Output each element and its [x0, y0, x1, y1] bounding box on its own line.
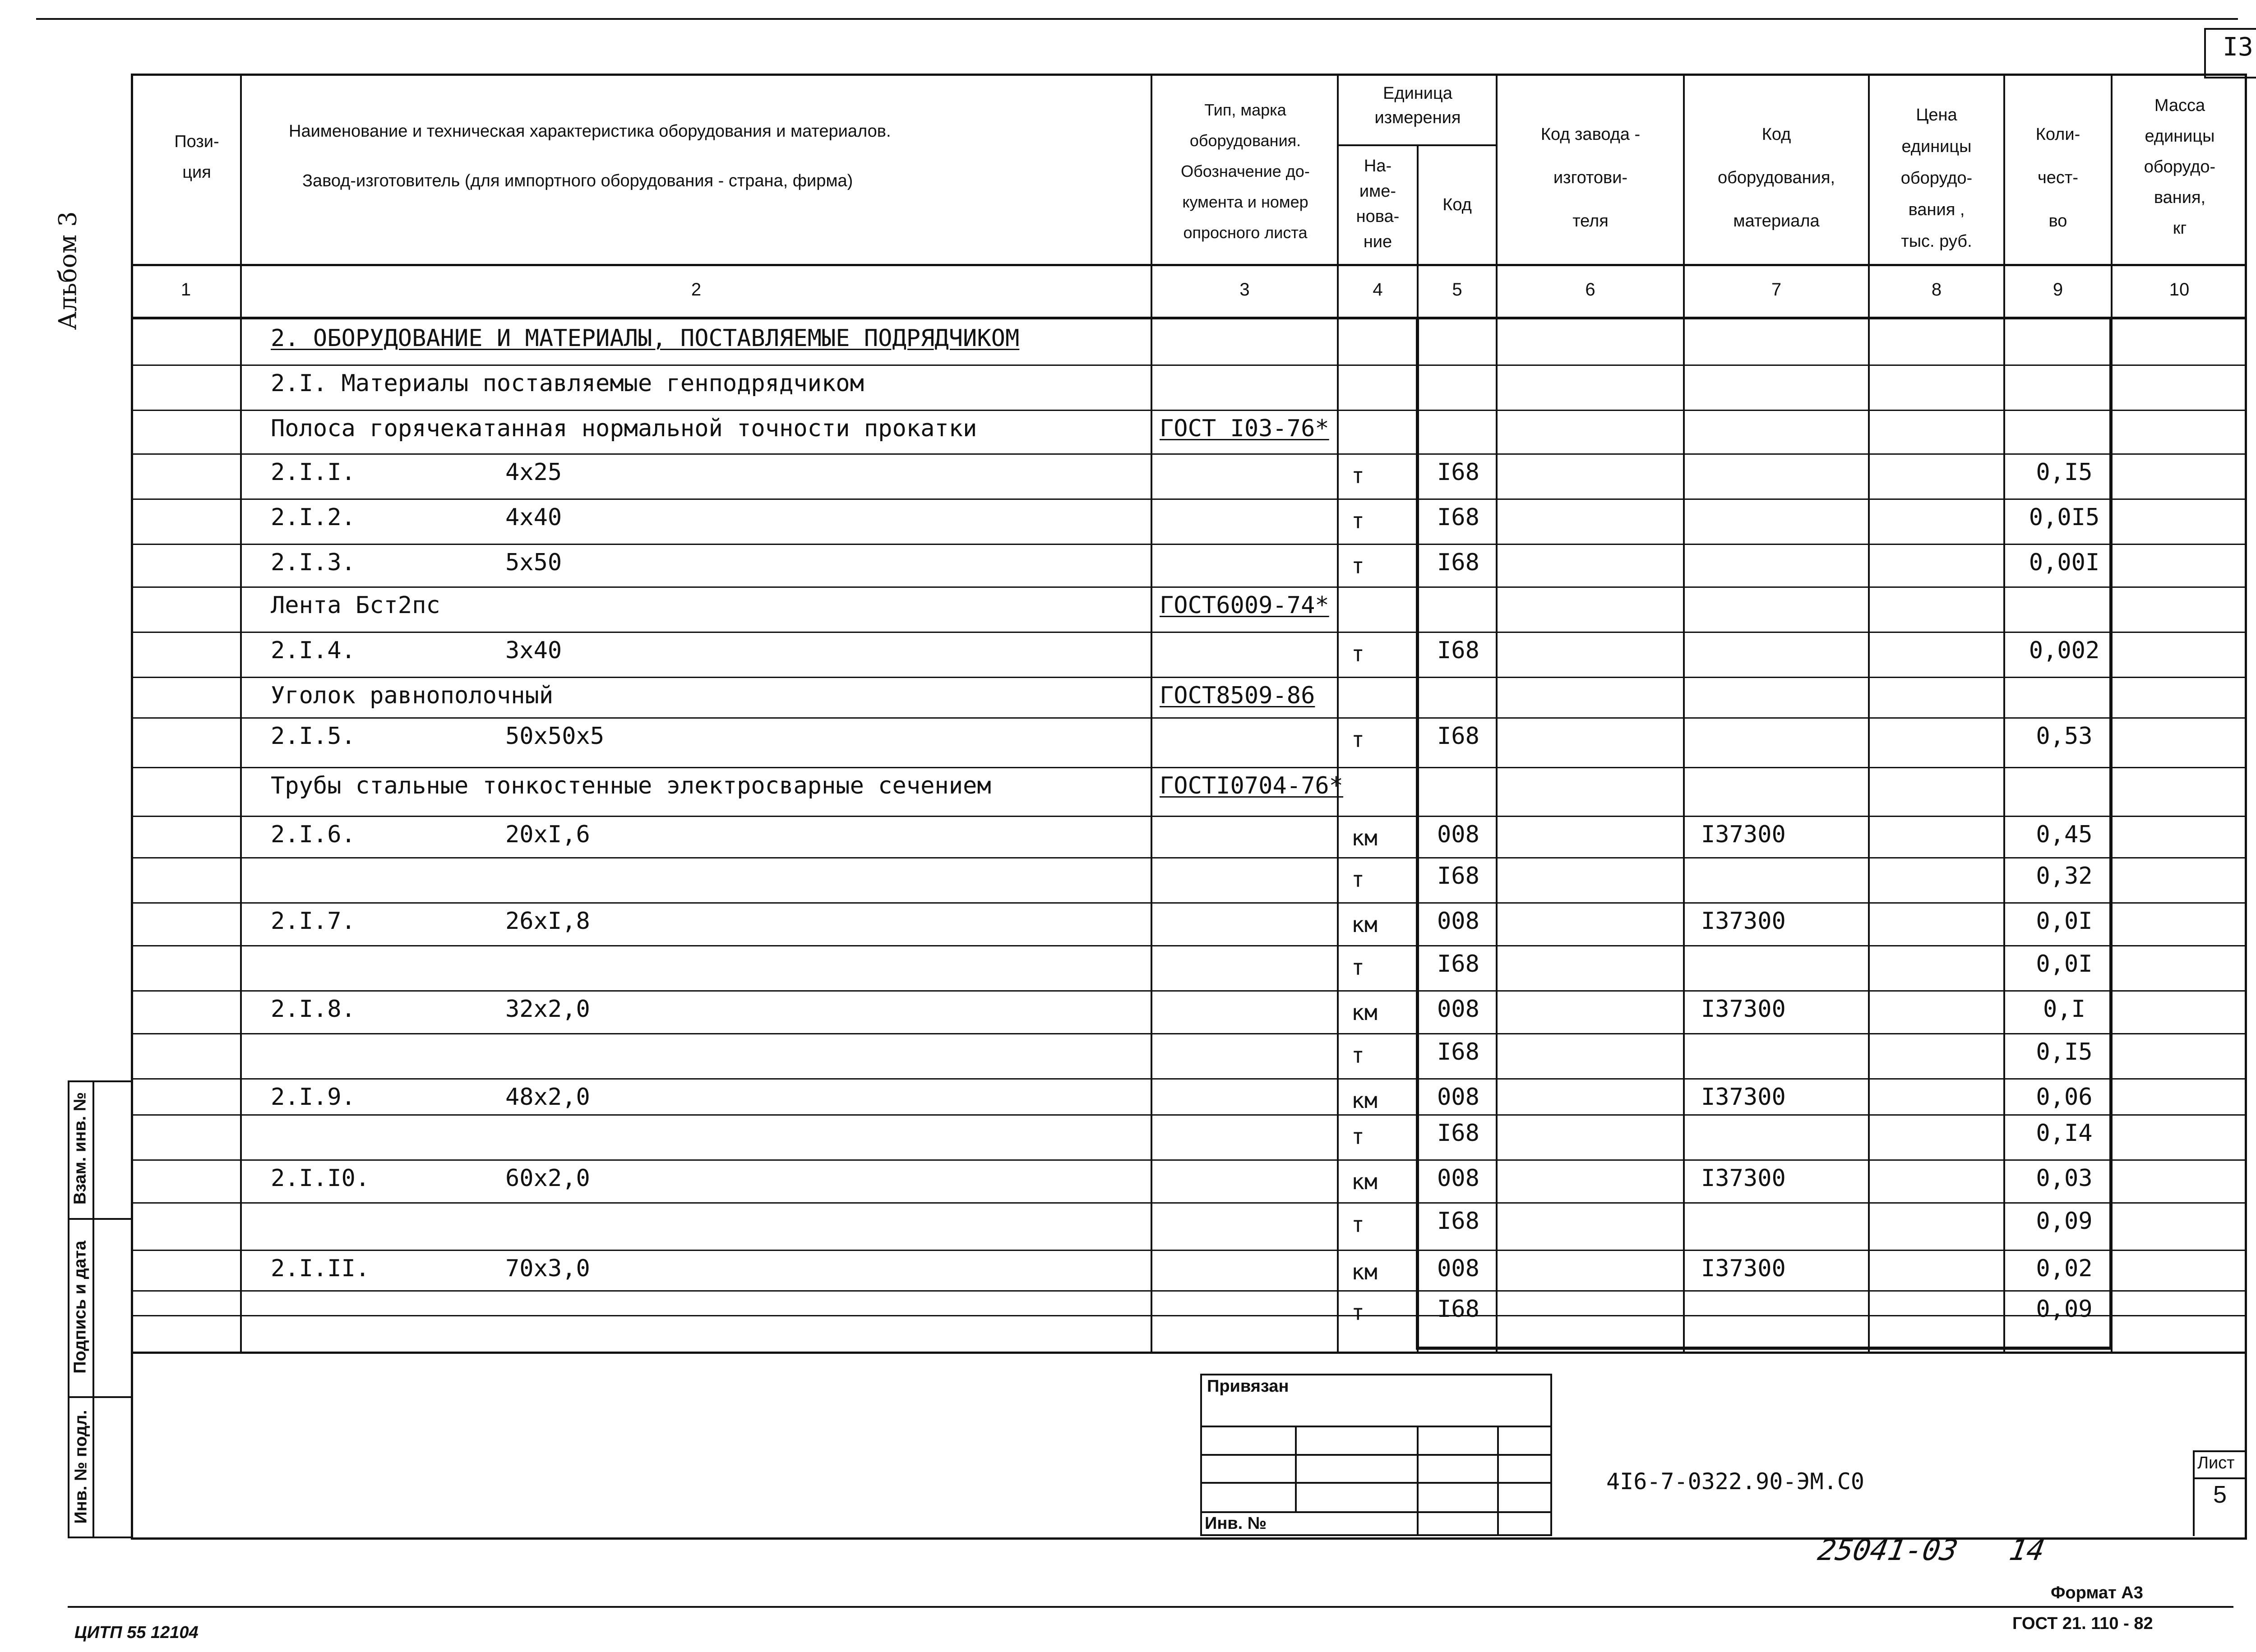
- hdr-c3-line: оборудования.: [1189, 131, 1301, 150]
- cell-code: I68: [1437, 1120, 1479, 1147]
- side-strip-divider: [92, 1080, 94, 1538]
- row-line: [131, 1033, 2247, 1034]
- list-box-split: [2193, 1477, 2247, 1479]
- cell-unit: км: [1351, 826, 1378, 851]
- hdr-c8-line: вания ,: [1908, 200, 1965, 219]
- row-line: [131, 365, 2247, 366]
- hdr-c9: [2005, 113, 2111, 243]
- cell-size: 70х3,0: [505, 1255, 590, 1282]
- cell-code: I68: [1437, 863, 1479, 890]
- hdr-units: [1339, 81, 1497, 130]
- hdr-c5: Код: [1442, 195, 1472, 214]
- bottom-frame-line: [68, 1606, 2233, 1608]
- cell-unit: т: [1351, 641, 1364, 667]
- cell-size: 20хI,6: [505, 821, 590, 848]
- hdr-c8: [1870, 99, 2003, 257]
- row-line: [131, 902, 2247, 904]
- row-line: [131, 410, 2247, 411]
- cell-unit: т: [1351, 508, 1364, 534]
- cell-pos: 2.I.4.: [271, 637, 356, 664]
- cell-unit: т: [1351, 867, 1364, 892]
- row-line: [131, 816, 2247, 817]
- corner-number: I3: [2223, 32, 2253, 62]
- colnum-3: 3: [1239, 280, 1250, 300]
- cell-unit: т: [1351, 463, 1364, 489]
- colnum-10: 10: [2169, 280, 2190, 300]
- cell-code: I68: [1437, 723, 1479, 750]
- cell-unit: т: [1351, 955, 1364, 980]
- cell-code: I68: [1437, 504, 1479, 531]
- row-line: [131, 1315, 2247, 1316]
- cell-qty: 0,I: [2043, 996, 2085, 1023]
- row-line: [131, 1114, 2247, 1116]
- cell-doc: ГОСТ I03-76*: [1160, 415, 1329, 442]
- row-line: [131, 1290, 2247, 1292]
- hdr-c7-line: Код: [1761, 125, 1791, 144]
- album-label: Альбом 3: [53, 211, 82, 330]
- stamp-vline: [1417, 1426, 1419, 1536]
- cell-code: I68: [1437, 1038, 1479, 1066]
- hdr-c8-line: единицы: [1901, 137, 1972, 156]
- colnum-1: 1: [180, 280, 191, 300]
- cell-unit: т: [1351, 1043, 1364, 1068]
- body-bottom-line: [131, 1352, 2247, 1354]
- handwritten-number: 25041-03 14: [1815, 1534, 2048, 1567]
- doc-code: 4I6-7-0322.90-ЭМ.С0: [1606, 1468, 1864, 1495]
- stamp-line: [1200, 1482, 1552, 1484]
- row-line: [131, 1250, 2247, 1251]
- cell-size: 4х40: [505, 504, 562, 531]
- hdr-c10-line: кг: [2173, 219, 2187, 238]
- units-header-split: [1337, 144, 1498, 146]
- hdr-c10-line: Масса: [2154, 96, 2205, 115]
- cell-name: 2. ОБОРУДОВАНИЕ И МАТЕРИАЛЫ, ПОСТАВЛЯЕМЫЕ ПОДРЯДЧИКОМ: [271, 325, 1020, 352]
- cell-name: Уголок равнополочный: [271, 682, 554, 709]
- hdr-c10-line: оборудо-: [2144, 157, 2216, 176]
- cell-size: 60х2,0: [505, 1165, 590, 1192]
- cell-unit: т: [1351, 554, 1364, 579]
- cell-code: 008: [1437, 908, 1479, 935]
- cell-size: 5х50: [505, 549, 562, 576]
- hdr-c4-line: нова-: [1356, 207, 1400, 226]
- cell-code: I68: [1437, 1296, 1479, 1323]
- cell-pos: 2.I.9.: [271, 1084, 356, 1111]
- cell-pos: 2.I.2.: [271, 504, 356, 531]
- cell-qty: 0,I4: [2036, 1120, 2093, 1147]
- side-label-podpis: Подпись и дата: [70, 1241, 90, 1374]
- header-bottom-line: [131, 264, 2247, 266]
- colnum-6: 6: [1585, 280, 1595, 300]
- cell-qty: 0,09: [2036, 1296, 2093, 1323]
- row-line: [131, 990, 2247, 992]
- cell-qty: 0,00I: [2029, 549, 2100, 576]
- hdr-c3-line: Тип, марка: [1204, 101, 1286, 119]
- cell-size: 26хI,8: [505, 908, 590, 935]
- cell-unit: км: [1351, 1169, 1378, 1195]
- cell-unit: т: [1351, 1212, 1364, 1237]
- hdr-c7: [1685, 113, 1868, 243]
- row-line: [131, 498, 2247, 500]
- row-line: [131, 453, 2247, 455]
- list-label: Лист: [2197, 1454, 2235, 1472]
- hdr-c2-line2: Завод-изготовитель (для импортного оборудования - страна, фирма): [302, 171, 853, 190]
- side-label-inv: Инв. № подл.: [71, 1410, 91, 1524]
- stamp-line: [1200, 1511, 1552, 1513]
- row-line: [131, 717, 2247, 719]
- row-line: [131, 1202, 2247, 1204]
- cell-name: 2.I. Материалы поставляемые генподрядчиком: [271, 370, 864, 397]
- hdr-c6: [1498, 113, 1683, 243]
- hdr-c8-line: тыс. руб.: [1901, 232, 1972, 251]
- cell-code: I68: [1437, 459, 1479, 486]
- cell-mat: I37300: [1701, 996, 1786, 1023]
- cell-size: 50х50х5: [505, 723, 605, 750]
- format-label: Формат А3: [2051, 1583, 2143, 1602]
- row-line: [131, 632, 2247, 633]
- hdr-c4-line: ние: [1363, 232, 1392, 251]
- hdr-c8-line: Цена: [1916, 106, 1957, 125]
- cell-doc: ГОСТ8509-86: [1160, 682, 1315, 709]
- cell-code: I68: [1437, 1208, 1479, 1235]
- cell-unit: т: [1351, 1300, 1364, 1325]
- hdr-c1: [152, 126, 242, 188]
- hdr-c1-line: ция: [182, 163, 211, 182]
- cell-size: 3х40: [505, 637, 562, 664]
- cell-qty: 0,002: [2029, 637, 2100, 664]
- cell-code: I68: [1437, 549, 1479, 576]
- cell-pos: 2.I.3.: [271, 549, 356, 576]
- hdr-c6-line: Код завода -: [1540, 125, 1641, 144]
- colnum-8: 8: [1931, 280, 1942, 300]
- hdr-c3: [1153, 95, 1338, 248]
- cell-qty: 0,0I: [2036, 908, 2093, 935]
- cell-qty: 0,03: [2036, 1165, 2093, 1192]
- row-line: [131, 945, 2247, 946]
- cell-qty: 0,53: [2036, 723, 2093, 750]
- cell-unit: км: [1351, 1260, 1378, 1285]
- cell-size: 4х25: [505, 459, 562, 486]
- cell-size: 32х2,0: [505, 996, 590, 1023]
- hdr-c4-line: име-: [1359, 182, 1396, 201]
- cell-pos: 2.I.I0.: [271, 1165, 370, 1192]
- cintp-label: ЦИТП 55 12104: [74, 1623, 199, 1642]
- cell-pos: 2.I.8.: [271, 996, 356, 1023]
- cell-mat: I37300: [1701, 1255, 1786, 1282]
- cell-mat: I37300: [1701, 1165, 1786, 1192]
- hdr-c10-line: вания,: [2154, 188, 2206, 207]
- hdr-c3-line: опросного листа: [1183, 223, 1308, 242]
- hdr-c7-line: оборудования,: [1717, 168, 1835, 187]
- hdr-c8-line: оборудо-: [1900, 169, 1973, 188]
- cell-pos: 2.I.I.: [271, 459, 356, 486]
- row-line: [131, 767, 2247, 768]
- hdr-c6-line: изготови-: [1553, 168, 1628, 187]
- row-line: [131, 857, 2247, 858]
- gost-label: ГОСТ 21. 110 - 82: [2012, 1614, 2153, 1633]
- cell-qty: 0,I5: [2036, 459, 2093, 486]
- cell-mat: I37300: [1701, 908, 1786, 935]
- cell-code: 008: [1437, 996, 1479, 1023]
- cell-size: 48х2,0: [505, 1084, 590, 1111]
- colnum-7: 7: [1771, 280, 1782, 300]
- cell-unit: км: [1351, 1088, 1378, 1113]
- hdr-c7-line: материала: [1733, 212, 1820, 231]
- hdr-c4-line: На-: [1364, 157, 1392, 175]
- colnum-2: 2: [691, 280, 702, 300]
- row-line: [131, 677, 2247, 678]
- hdr-c3-line: кумента и номер: [1182, 193, 1308, 211]
- cell-qty: 0,09: [2036, 1208, 2093, 1235]
- hdr-c9-line: чест-: [2038, 168, 2078, 187]
- hdr-c2-line1: Наименование и техническая характеристика оборудования и материалов.: [289, 122, 891, 141]
- cell-code: I68: [1437, 951, 1479, 978]
- row-line: [131, 544, 2247, 545]
- stamp-vline: [1497, 1426, 1499, 1536]
- cell-pos: 2.I.6.: [271, 821, 356, 848]
- cell-pos: 2.I.II.: [271, 1255, 370, 1282]
- cell-name: Лента Бст2пс: [271, 592, 440, 619]
- cell-qty: 0,06: [2036, 1084, 2093, 1111]
- cell-unit: км: [1351, 912, 1378, 937]
- cell-unit: км: [1351, 1000, 1378, 1025]
- list-number: 5: [2213, 1481, 2227, 1508]
- cell-qty: 0,0I: [2036, 951, 2093, 978]
- cell-code: 008: [1437, 1165, 1479, 1192]
- cell-code: 008: [1437, 1084, 1479, 1111]
- hdr-units-line: измерения: [1374, 108, 1461, 127]
- cell-doc: ГОСТI0704-76*: [1160, 772, 1343, 799]
- hdr-c10: [2113, 90, 2247, 244]
- cell-qty: 0,45: [2036, 821, 2093, 848]
- hdr-c10-line: единицы: [2145, 127, 2215, 146]
- hdr-units-line: Единица: [1383, 84, 1452, 103]
- stamp-inv-label: Инв. №: [1205, 1514, 1267, 1533]
- stamp-line: [1200, 1454, 1552, 1456]
- row-line: [131, 1078, 2247, 1080]
- cell-mat: I37300: [1701, 1084, 1786, 1111]
- hdr-c6-line: теля: [1572, 212, 1609, 231]
- side-label-vzam: Взам. инв. №: [70, 1092, 90, 1205]
- hdr-c3-line: Обозначение до-: [1181, 162, 1310, 180]
- colnum-9: 9: [2053, 280, 2063, 300]
- cell-name: Полоса горячекатанная нормальной точности прокатки: [271, 415, 977, 442]
- top-frame-line: [36, 18, 2238, 20]
- cell-qty: 0,I5: [2036, 1038, 2093, 1066]
- stamp-privyazan-label: Привязан: [1207, 1377, 1289, 1396]
- stamp-vline: [1295, 1426, 1297, 1513]
- row-line: [131, 586, 2247, 588]
- cell-code: I68: [1437, 637, 1479, 664]
- cell-unit: т: [1351, 1124, 1364, 1149]
- cell-pos: 2.I.5.: [271, 723, 356, 750]
- stamp-line: [1200, 1426, 1552, 1427]
- cell-unit: т: [1351, 727, 1364, 752]
- cell-qty: 0,02: [2036, 1255, 2093, 1282]
- hdr-c4: [1339, 153, 1417, 254]
- hdr-c1-line: Пози-: [174, 132, 219, 151]
- colnum-5: 5: [1452, 280, 1462, 300]
- cell-mat: I37300: [1701, 821, 1786, 848]
- cell-pos: 2.I.7.: [271, 908, 356, 935]
- hdr-c9-line: во: [2048, 212, 2067, 231]
- cell-qty: 0,32: [2036, 863, 2093, 890]
- cell-qty: 0,0I5: [2029, 504, 2100, 531]
- cell-code: 008: [1437, 821, 1479, 848]
- cell-code: 008: [1437, 1255, 1479, 1282]
- row-line: [131, 1159, 2247, 1161]
- hdr-c9-line: Коли-: [2035, 125, 2080, 144]
- colnum-4: 4: [1373, 280, 1383, 300]
- cell-name: Трубы стальные тонкостенные электросварные сечением: [271, 772, 991, 799]
- cell-doc: ГОСТ6009-74*: [1160, 592, 1329, 619]
